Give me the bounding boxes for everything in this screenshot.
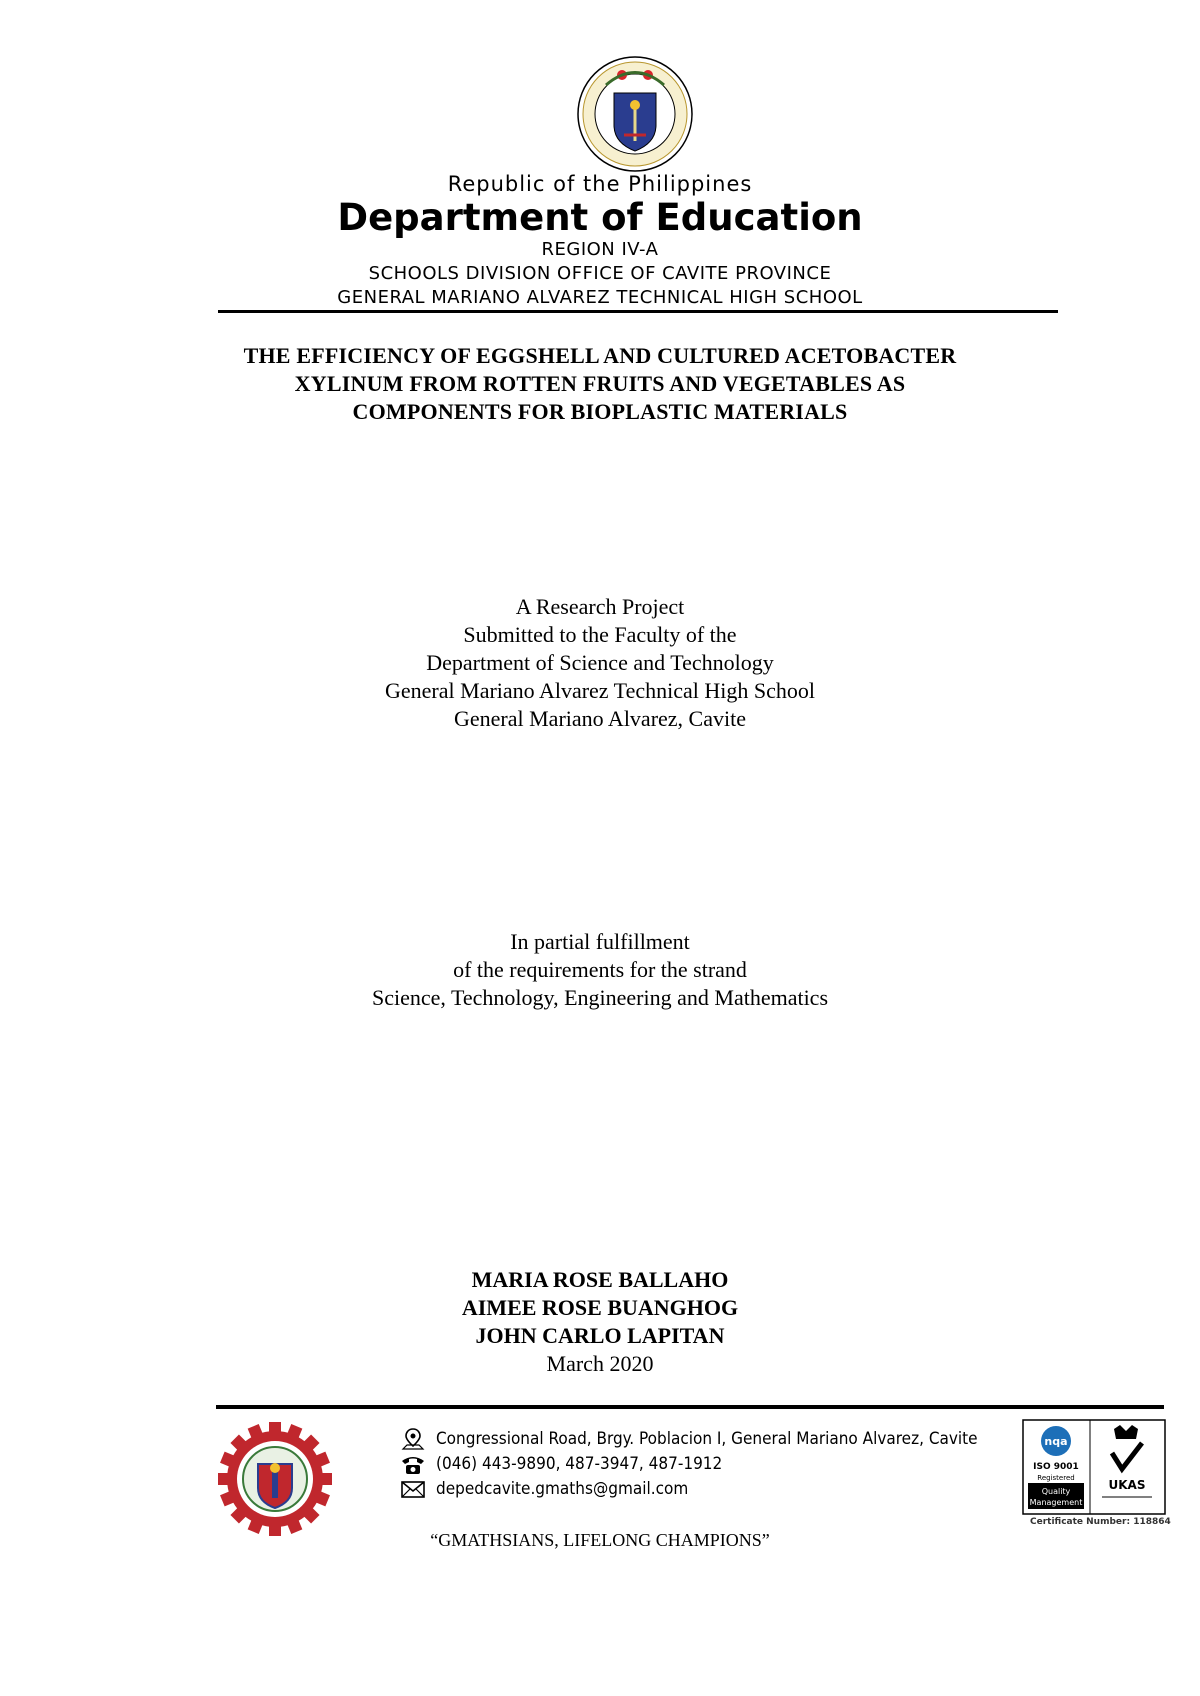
deped-seal-icon xyxy=(576,55,694,173)
author-name: AIMEE ROSE BUANGHOG xyxy=(461,1295,739,1320)
author-name: MARIA ROSE BALLAHO xyxy=(471,1267,729,1292)
author-name: JOHN CARLO LAPITAN xyxy=(475,1323,725,1348)
fulfillment-block xyxy=(0,928,1200,1012)
submission-line: A Research Project xyxy=(515,594,685,619)
school-motto: “GMATHSIANS, LIFELONG CHAMPIONS” xyxy=(430,1530,770,1550)
iso-registered: Registered xyxy=(1037,1474,1075,1482)
school-gear-logo-icon xyxy=(218,1422,332,1536)
submission-line: Submitted to the Faculty of the xyxy=(463,622,737,647)
submission-line: Department of Science and Technology xyxy=(426,650,774,675)
telephone-icon xyxy=(400,1453,426,1475)
iso-label: ISO 9001 xyxy=(1033,1462,1079,1472)
title-line: XYLINUM FROM ROTTEN FRUITS AND VEGETABLES AS xyxy=(294,371,906,396)
address-row xyxy=(400,1426,978,1451)
ukas-text: UKAS xyxy=(1108,1478,1146,1492)
fulfillment-line: of the requirements for the strand xyxy=(453,957,747,982)
submission-line: General Mariano Alvarez Technical High School xyxy=(385,678,815,703)
department-name: Department of Education xyxy=(337,196,863,239)
map-pin-icon xyxy=(400,1428,426,1450)
email-row xyxy=(400,1476,978,1501)
title-line: THE EFFICIENCY OF EGGSHELL AND CULTURED ACETOBACTER xyxy=(243,343,957,368)
submission-date: March 2020 xyxy=(546,1351,654,1376)
email-text: depedcavite.gmaths@gmail.com xyxy=(436,1478,689,1499)
certificate-number: Certificate Number: 118864 xyxy=(1030,1517,1171,1527)
phone-row xyxy=(400,1451,978,1476)
header-divider xyxy=(218,310,1058,313)
submission-block xyxy=(0,593,1200,733)
envelope-icon xyxy=(400,1478,426,1500)
phone-text: (046) 443-9890, 487-3947, 487-1912 xyxy=(436,1453,723,1474)
nqa-text: nqa xyxy=(1044,1435,1068,1448)
school-line: GENERAL MARIANO ALVAREZ TECHNICAL HIGH SCHOOL xyxy=(337,287,863,308)
research-title xyxy=(0,342,1200,426)
iso-quality: Quality xyxy=(1041,1487,1071,1496)
republic-line: Republic of the Philippines xyxy=(447,172,753,196)
address-text: Congressional Road, Brgy. Poblacion I, General Mariano Alvarez, Cavite xyxy=(436,1428,978,1449)
fulfillment-line: Science, Technology, Engineering and Mathematics xyxy=(371,985,829,1010)
fulfillment-line: In partial fulfillment xyxy=(510,929,690,954)
division-line: SCHOOLS DIVISION OFFICE OF CAVITE PROVINCE xyxy=(368,263,832,284)
iso-certification-badge xyxy=(1022,1419,1166,1515)
contact-info xyxy=(400,1426,978,1501)
authors-block xyxy=(0,1266,1200,1378)
title-line: COMPONENTS FOR BIOPLASTIC MATERIALS xyxy=(352,399,848,424)
iso-management: Management xyxy=(1029,1498,1083,1507)
region-line: REGION IV-A xyxy=(541,239,659,260)
submission-line: General Mariano Alvarez, Cavite xyxy=(454,706,746,731)
footer-divider xyxy=(216,1405,1164,1409)
